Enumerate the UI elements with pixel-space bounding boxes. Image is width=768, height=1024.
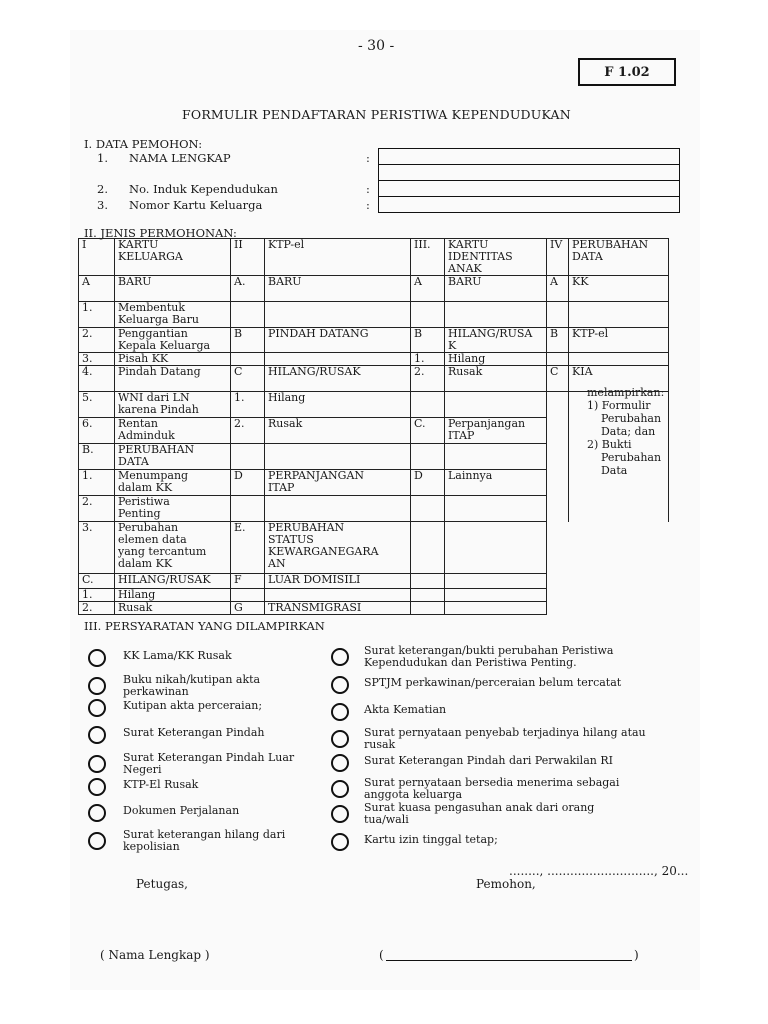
table-cell: Penggantian Kepala Keluarga: [115, 328, 231, 353]
table-row: [79, 589, 669, 602]
table-row: [79, 444, 669, 470]
table-cell: 2.: [79, 328, 115, 353]
table-cell: [411, 574, 445, 589]
form-code-box: F 1.02: [578, 58, 676, 86]
table-cell: D: [231, 470, 265, 496]
table-cell: PERPANJANGAN ITAP: [265, 470, 411, 496]
table-cell: Perpanjangan ITAP: [445, 418, 547, 444]
table-cell: C.: [411, 418, 445, 444]
table-cell: G: [231, 602, 265, 615]
table-row: [79, 522, 669, 574]
table-cell: [231, 444, 265, 470]
table-cell: [265, 589, 411, 602]
table-cell: B: [547, 328, 569, 353]
table-header-cell: I: [79, 239, 115, 276]
nama-lengkap-input-line1[interactable]: [378, 148, 680, 165]
table-cell: [231, 353, 265, 366]
table-cell: [445, 302, 547, 328]
pemohon-signature-line[interactable]: [386, 960, 632, 961]
table-cell: KIA: [569, 366, 669, 392]
table-cell: E.: [231, 522, 265, 574]
requirement-label-right: Surat pernyataan bersedia menerima sebagai anggota keluarga: [364, 776, 620, 801]
checkbox-circle[interactable]: [88, 649, 106, 667]
requirement-label-left: Kutipan akta perceraian;: [123, 699, 263, 712]
table-cell: Hilang: [445, 353, 547, 366]
table-cell: [569, 574, 669, 589]
table-cell: HILANG/RUSA K: [445, 328, 547, 353]
table-header-cell: IV: [547, 239, 569, 276]
pemohon-sign-open-paren: (: [379, 948, 384, 962]
petugas-label: Petugas,: [136, 877, 188, 891]
checkbox-circle[interactable]: [331, 780, 349, 798]
requirement-label-right: Surat kuasa pengasuhan anak dari orang tua/wali: [364, 801, 595, 826]
field-colon: :: [366, 198, 370, 212]
section-persyaratan-heading: III. PERSYARATAN YANG DILAMPIRKAN: [84, 619, 325, 633]
table-cell: 1.: [411, 353, 445, 366]
table-cell: PERUBAHAN DATA: [115, 444, 231, 470]
requirement-label-right: Kartu izin tinggal tetap;: [364, 833, 498, 846]
table-cell: Pindah Datang: [115, 366, 231, 392]
table-row: [79, 328, 669, 353]
table-cell: [411, 589, 445, 602]
nomor-kk-input[interactable]: [378, 196, 680, 213]
checkbox-circle[interactable]: [331, 805, 349, 823]
checkbox-circle[interactable]: [331, 730, 349, 748]
table-cell: [547, 589, 569, 602]
table-cell: [569, 353, 669, 366]
table-cell: [411, 602, 445, 615]
section-data-pemohon-heading: I. DATA PEMOHON:: [84, 137, 203, 151]
table-cell: 3.: [79, 522, 115, 574]
table-cell: [547, 392, 569, 418]
table-cell: [445, 602, 547, 615]
table-row: [79, 418, 669, 444]
table-cell: TRANSMIGRASI: [265, 602, 411, 615]
table-cell: [547, 353, 569, 366]
nik-input[interactable]: [378, 180, 680, 197]
checkbox-circle[interactable]: [88, 755, 106, 773]
table-cell: 1.: [79, 470, 115, 496]
requirement-label-right: Surat keterangan/bukti perubahan Peristiwa Kependudukan dan Peristiwa Penting.: [364, 644, 614, 669]
table-cell: [265, 353, 411, 366]
section-jenis-permohonan-heading: II. JENIS PERMOHONAN:: [84, 226, 237, 240]
field-num-2: 2.: [97, 182, 108, 196]
table-cell: [547, 444, 569, 470]
table-cell: A: [79, 276, 115, 302]
checkbox-circle[interactable]: [88, 778, 106, 796]
table-cell: [547, 496, 569, 522]
table-cell: Rusak: [445, 366, 547, 392]
nama-lengkap-input-line2[interactable]: [378, 164, 680, 181]
pemohon-label: Pemohon,: [476, 877, 536, 891]
checkbox-circle[interactable]: [331, 676, 349, 694]
table-cell: [411, 496, 445, 522]
table-row: [79, 276, 669, 302]
checkbox-circle[interactable]: [331, 833, 349, 851]
field-num-3: 3.: [97, 198, 108, 212]
checkbox-circle[interactable]: [88, 699, 106, 717]
table-cell: BARU: [115, 276, 231, 302]
table-cell: PERUBAHAN STATUS KEWARGANEGARA AN: [265, 522, 411, 574]
table-row: [79, 366, 669, 392]
field-label-nik: No. Induk Kependudukan: [129, 182, 278, 196]
table-cell: F: [231, 574, 265, 589]
field-num-1: 1.: [97, 151, 108, 165]
table-cell: Menumpang dalam KK: [115, 470, 231, 496]
table-cell: [231, 302, 265, 328]
table-row: [79, 574, 669, 589]
table-cell: [445, 522, 547, 574]
table-cell: [265, 444, 411, 470]
table-cell: Lainnya: [445, 470, 547, 496]
nama-petugas-placeholder: ( Nama Lengkap ): [100, 948, 210, 962]
table-cell: 1.: [79, 589, 115, 602]
table-cell: A: [547, 276, 569, 302]
field-label-nama-lengkap: NAMA LENGKAP: [129, 151, 231, 165]
table-row: [79, 302, 669, 328]
checkbox-circle[interactable]: [88, 726, 106, 744]
table-row: [79, 470, 669, 496]
table-cell: [265, 496, 411, 522]
requirement-label-left: KK Lama/KK Rusak: [123, 649, 232, 662]
table-cell: [569, 522, 669, 574]
checkbox-circle[interactable]: [331, 648, 349, 666]
table-cell: 2.: [79, 496, 115, 522]
table-header-row: [79, 239, 669, 276]
requirement-label-left: KTP-El Rusak: [123, 778, 199, 791]
table-row: [79, 602, 669, 615]
table-cell: [547, 574, 569, 589]
table-cell: [411, 302, 445, 328]
table-cell: [445, 496, 547, 522]
table-cell: HILANG/RUSAK: [265, 366, 411, 392]
table-cell: LUAR DOMISILI: [265, 574, 411, 589]
table-header-cell: PERUBAHAN DATA: [569, 239, 669, 276]
table-cell: Rusak: [115, 602, 231, 615]
table-cell: 1.: [231, 392, 265, 418]
table-cell: 2.: [79, 602, 115, 615]
table-cell: [411, 392, 445, 418]
table-cell: Rentan Adminduk: [115, 418, 231, 444]
table-cell: [445, 444, 547, 470]
requirement-label-left: Dokumen Perjalanan: [123, 804, 240, 817]
table-cell: 4.: [79, 366, 115, 392]
table-cell: Hilang: [265, 392, 411, 418]
table-cell: 5.: [79, 392, 115, 418]
table-cell: Pisah KK: [115, 353, 231, 366]
table-cell: Membentuk Keluarga Baru: [115, 302, 231, 328]
table-cell: [569, 496, 669, 522]
table-cell: Hilang: [115, 589, 231, 602]
table-cell: C: [547, 366, 569, 392]
requirement-label-left: Surat Keterangan Pindah Luar Negeri: [123, 751, 295, 776]
table-cell: C: [231, 366, 265, 392]
table-cell: B: [231, 328, 265, 353]
table-row: [79, 353, 669, 366]
requirement-label-left: Surat keterangan hilang dari kepolisian: [123, 828, 286, 853]
table-row: [79, 496, 669, 522]
checkbox-circle[interactable]: [88, 804, 106, 822]
form-title: FORMULIR PENDAFTARAN PERISTIWA KEPENDUDUKAN: [182, 107, 571, 122]
table-cell: D: [411, 470, 445, 496]
table-cell: BARU: [265, 276, 411, 302]
table-cell: [445, 589, 547, 602]
table-header-cell: III.: [411, 239, 445, 276]
requirement-label-left: Surat Keterangan Pindah: [123, 726, 265, 739]
jenis-permohonan-table: [78, 238, 669, 615]
table-header-cell: KARTU IDENTITAS ANAK: [445, 239, 547, 276]
field-colon: :: [366, 182, 370, 196]
requirement-label-right: Surat Keterangan Pindah dari Perwakilan RI: [364, 754, 613, 767]
table-cell: KK: [569, 276, 669, 302]
table-cell: [445, 392, 547, 418]
table-cell: A.: [231, 276, 265, 302]
table-header-cell: KTP-el: [265, 239, 411, 276]
table-cell: HILANG/RUSAK: [115, 574, 231, 589]
checkbox-circle[interactable]: [88, 677, 106, 695]
requirement-label-right: SPTJM perkawinan/perceraian belum tercatat: [364, 676, 622, 689]
table-cell: 1.: [79, 302, 115, 328]
table-cell: BARU: [445, 276, 547, 302]
table-cell: [547, 602, 569, 615]
table-cell: WNI dari LN karena Pindah: [115, 392, 231, 418]
table-cell: [231, 589, 265, 602]
field-label-nomor-kk: Nomor Kartu Keluarga: [129, 198, 263, 212]
table-cell: [547, 302, 569, 328]
table-cell: [445, 574, 547, 589]
requirement-label-right: Surat pernyataan penyebab terjadinya hilang atau rusak: [364, 726, 646, 751]
page-number: - 30 -: [358, 38, 395, 54]
table-cell: [569, 589, 669, 602]
requirement-label-right: Akta Kematian: [364, 703, 447, 716]
table-cell: C.: [79, 574, 115, 589]
table-cell: [547, 418, 569, 444]
table-cell: 3.: [79, 353, 115, 366]
table-cell: PINDAH DATANG: [265, 328, 411, 353]
pemohon-sign-close-paren: ): [634, 948, 639, 962]
field-colon: :: [366, 151, 370, 165]
table-cell: 2.: [231, 418, 265, 444]
table-cell: Perubahan elemen data yang tercantum dalam KK: [115, 522, 231, 574]
table-cell: [569, 602, 669, 615]
checkbox-circle[interactable]: [331, 703, 349, 721]
table-cell: Rusak: [265, 418, 411, 444]
table-header-cell: KARTU KELUARGA: [115, 239, 231, 276]
table-cell: [231, 496, 265, 522]
table-cell: B.: [79, 444, 115, 470]
table-cell: [411, 444, 445, 470]
date-line: ........, ............................, 20...: [509, 864, 689, 878]
table-cell: [569, 302, 669, 328]
table-cell: A: [411, 276, 445, 302]
checkbox-circle[interactable]: [88, 832, 106, 850]
checkbox-circle[interactable]: [331, 754, 349, 772]
table-cell: B: [411, 328, 445, 353]
table-cell: [265, 302, 411, 328]
table-cell: 6.: [79, 418, 115, 444]
table-cell: KTP-el: [569, 328, 669, 353]
requirement-label-left: Buku nikah/kutipan akta perkawinan: [123, 673, 261, 698]
table-header-cell: II: [231, 239, 265, 276]
table-cell: [547, 522, 569, 574]
table-row: [79, 392, 669, 418]
table-cell: [411, 522, 445, 574]
table-cell: Peristiwa Penting: [115, 496, 231, 522]
perubahan-data-note: melampirkan: 1) Formulir Perubahan Data; dan 2) Bukti Perubahan Data: [587, 386, 665, 477]
table-cell: [547, 470, 569, 496]
table-cell: 2.: [411, 366, 445, 392]
